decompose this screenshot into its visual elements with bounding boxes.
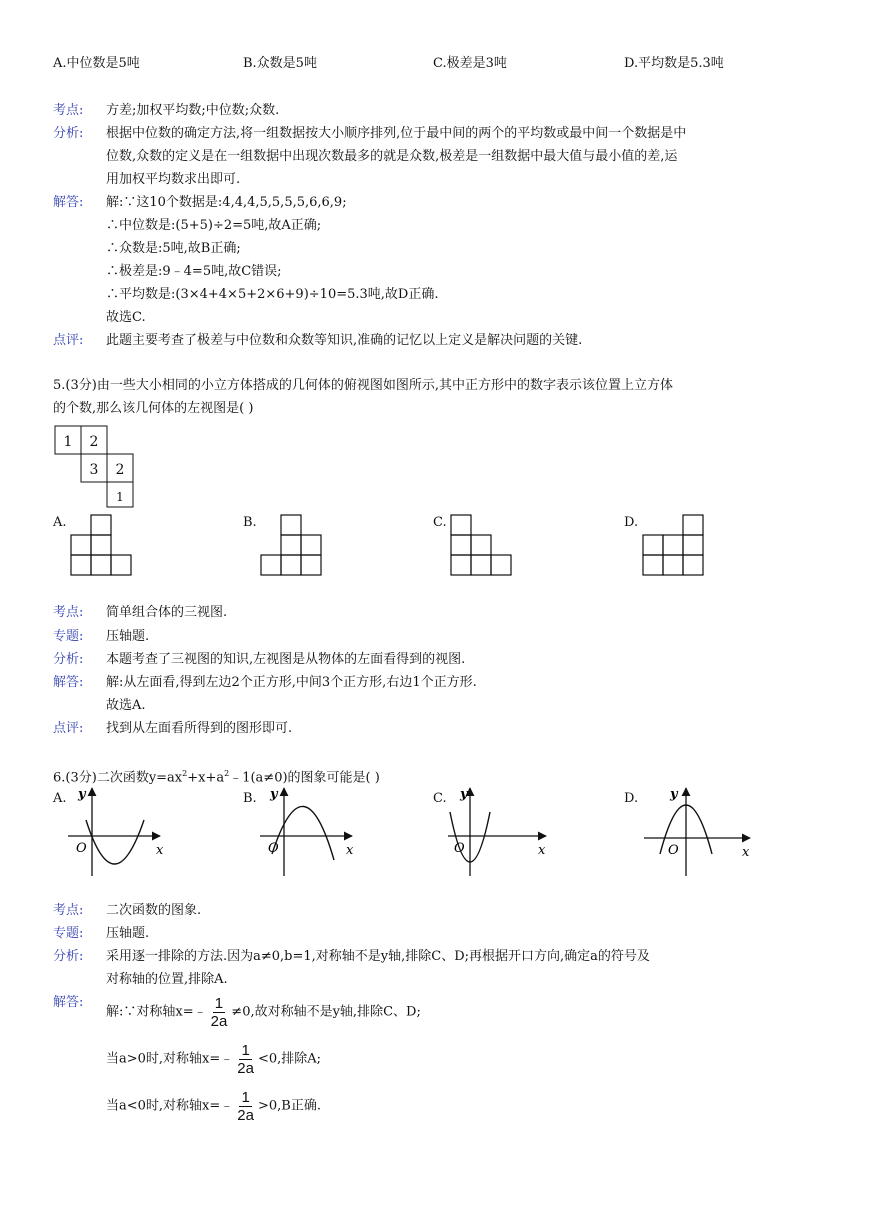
q6-option-c-letter: C. — [433, 791, 447, 806]
q5-jieda-line-2: 故选A. — [106, 698, 146, 713]
q6-l3-post: >0,B正确. — [257, 1098, 321, 1114]
q5-zhuanti-label: 专题: — [53, 629, 84, 644]
q5-dianping: 找到从左面看所得到的图形即可. — [106, 721, 293, 736]
fraction-numerator: 1 — [214, 995, 224, 1012]
q6-jieda-label: 解答: — [53, 995, 84, 1010]
q4-option-a: A.中位数是5吨 — [53, 56, 140, 71]
axis-x-label: x — [742, 845, 750, 860]
q6-l1-post: ≠0,故对称轴不是y轴,排除C、D; — [231, 1004, 421, 1020]
q5-option-c-letter: C. — [433, 515, 447, 530]
fraction — [209, 995, 230, 1030]
q4-jieda-line-4: ∴极差是:9﹣4=5吨,故C错误; — [106, 264, 282, 279]
q4-jieda-label: 解答: — [53, 195, 84, 210]
q4-option-b: B.众数是5吨 — [243, 56, 317, 71]
q4-jieda-line-6: 故选C. — [106, 310, 146, 325]
fraction-denominator: 2a — [210, 1013, 228, 1030]
fraction — [235, 1089, 256, 1124]
fraction-numerator: 1 — [241, 1042, 250, 1059]
q6-stem-mid: +x+a — [187, 770, 225, 786]
top-view-number: 3 — [89, 462, 99, 478]
top-view-number: 1 — [63, 434, 73, 450]
q4-fenxi-label: 分析: — [53, 126, 84, 141]
axis-x-label: x — [346, 843, 354, 858]
axis-origin-label: O — [76, 841, 87, 856]
q6-zhuanti: 压轴题. — [106, 926, 150, 941]
q6-graph-b — [258, 784, 368, 880]
top-view-number: 1 — [116, 490, 124, 504]
q4-jieda-line-3: ∴众数是:5吨,故B正确; — [106, 241, 241, 256]
q5-top-view-figure — [50, 422, 140, 512]
q5-option-b-figure — [260, 514, 324, 578]
fraction — [235, 1042, 256, 1077]
q6-kaodian: 二次函数的图象. — [106, 903, 202, 918]
q6-l2-post: <0,排除A; — [257, 1051, 322, 1067]
axis-x-label: x — [156, 843, 164, 858]
q4-fenxi-line-2: 位数,众数的定义是在一组数据中出现次数最多的就是众数,极差是一组数据中最大值与最小值的差,运 — [106, 149, 678, 164]
q5-jieda-line-1: 解:从左面看,得到左边2个正方形,中间3个正方形,右边1个正方形. — [106, 675, 477, 690]
q6-graph-a — [66, 784, 176, 880]
q6-option-d-letter: D. — [624, 791, 639, 806]
q6-l2-pre: 当a>0时,对称轴x=﹣ — [106, 1051, 234, 1067]
q6-stem-pre: 6.(3分)二次函数y=ax — [53, 770, 183, 786]
q6-l1-pre: 解:∵对称轴x=﹣ — [106, 1004, 207, 1020]
q6-stem-sup-1: 2 — [182, 769, 188, 778]
q5-dianping-label: 点评: — [53, 721, 84, 736]
q6-fenxi-line-2: 对称轴的位置,排除A. — [106, 972, 228, 987]
top-view-number: 2 — [115, 462, 125, 478]
q6-jieda-line-1 — [106, 995, 421, 1030]
q4-option-c: C.极差是3吨 — [433, 56, 507, 71]
q6-fenxi-line-1: 采用逐一排除的方法.因为a≠0,b=1,对称轴不是y轴,排除C、D;再根据开口方向,确定a的符号及 — [106, 949, 650, 964]
q6-jieda-line-2 — [106, 1042, 321, 1077]
q6-graph-c — [446, 784, 556, 880]
q5-option-c-figure — [450, 514, 514, 578]
q4-dianping: 此题主要考查了极差与中位数和众数等知识,准确的记忆以上定义是解决问题的关键. — [106, 333, 583, 348]
q4-kaodian-label: 考点: — [53, 103, 84, 118]
q4-jieda-line-5: ∴平均数是:(3×4+4×5+2×6+9)÷10=5.3吨,故D正确. — [106, 287, 439, 302]
q5-option-a-figure — [70, 514, 134, 578]
q5-kaodian: 简单组合体的三视图. — [106, 605, 228, 620]
q6-stem-sup-2: 2 — [224, 769, 230, 778]
q4-dianping-label: 点评: — [53, 333, 84, 348]
q4-option-d: D.平均数是5.3吨 — [624, 56, 724, 71]
axis-y-label: y — [270, 787, 278, 802]
q6-jieda-line-3 — [106, 1089, 321, 1124]
q5-fenxi: 本题考查了三视图的知识,左视图是从物体的左面看得到的视图. — [106, 652, 466, 667]
axis-x-label: x — [538, 843, 546, 858]
q5-option-d-figure — [642, 514, 706, 578]
q4-fenxi-line-1: 根据中位数的确定方法,将一组数据按大小顺序排列,位于最中间的两个的平均数或最中间一个数据是中 — [106, 126, 687, 141]
q6-option-b-letter: B. — [243, 791, 257, 806]
fraction-denominator: 2a — [237, 1060, 254, 1077]
q5-option-b-letter: B. — [243, 515, 257, 530]
q6-graph-d — [642, 784, 757, 880]
axis-y-label: y — [78, 787, 86, 802]
q5-option-a-letter: A. — [53, 515, 67, 530]
q6-zhuanti-label: 专题: — [53, 926, 84, 941]
q6-fenxi-label: 分析: — [53, 949, 84, 964]
axis-y-label: y — [460, 787, 468, 802]
fraction-denominator: 2a — [237, 1107, 254, 1124]
q5-kaodian-label: 考点: — [53, 605, 84, 620]
q5-jieda-label: 解答: — [53, 675, 84, 690]
q6-stem-post: ﹣1(a≠0)的图象可能是( ) — [229, 770, 380, 786]
q4-fenxi-line-3: 用加权平均数求出即可. — [106, 172, 241, 187]
axis-y-label: y — [670, 787, 678, 802]
q6-option-a-letter: A. — [53, 791, 67, 806]
q4-kaodian: 方差;加权平均数;中位数;众数. — [106, 103, 280, 118]
q4-jieda-line-1: 解:∵这10个数据是:4,4,4,5,5,5,5,6,6,9; — [106, 195, 347, 210]
axis-origin-label: O — [268, 841, 279, 856]
q6-l3-pre: 当a<0时,对称轴x=﹣ — [106, 1098, 234, 1114]
fraction-numerator: 1 — [241, 1089, 250, 1106]
q5-stem-line-1: 5.(3分)由一些大小相同的小立方体搭成的几何体的俯视图如图所示,其中正方形中的数字表示该位置上立方体 — [53, 378, 673, 393]
top-view-number: 2 — [89, 434, 99, 450]
axis-origin-label: O — [668, 843, 679, 858]
q5-zhuanti: 压轴题. — [106, 629, 150, 644]
axis-origin-label: O — [454, 841, 465, 856]
q5-stem-line-2: 的个数,那么该几何体的左视图是( ) — [53, 401, 254, 416]
q4-jieda-line-2: ∴中位数是:(5+5)÷2=5吨,故A正确; — [106, 218, 322, 233]
q5-fenxi-label: 分析: — [53, 652, 84, 667]
q6-kaodian-label: 考点: — [53, 903, 84, 918]
q5-option-d-letter: D. — [624, 515, 639, 530]
